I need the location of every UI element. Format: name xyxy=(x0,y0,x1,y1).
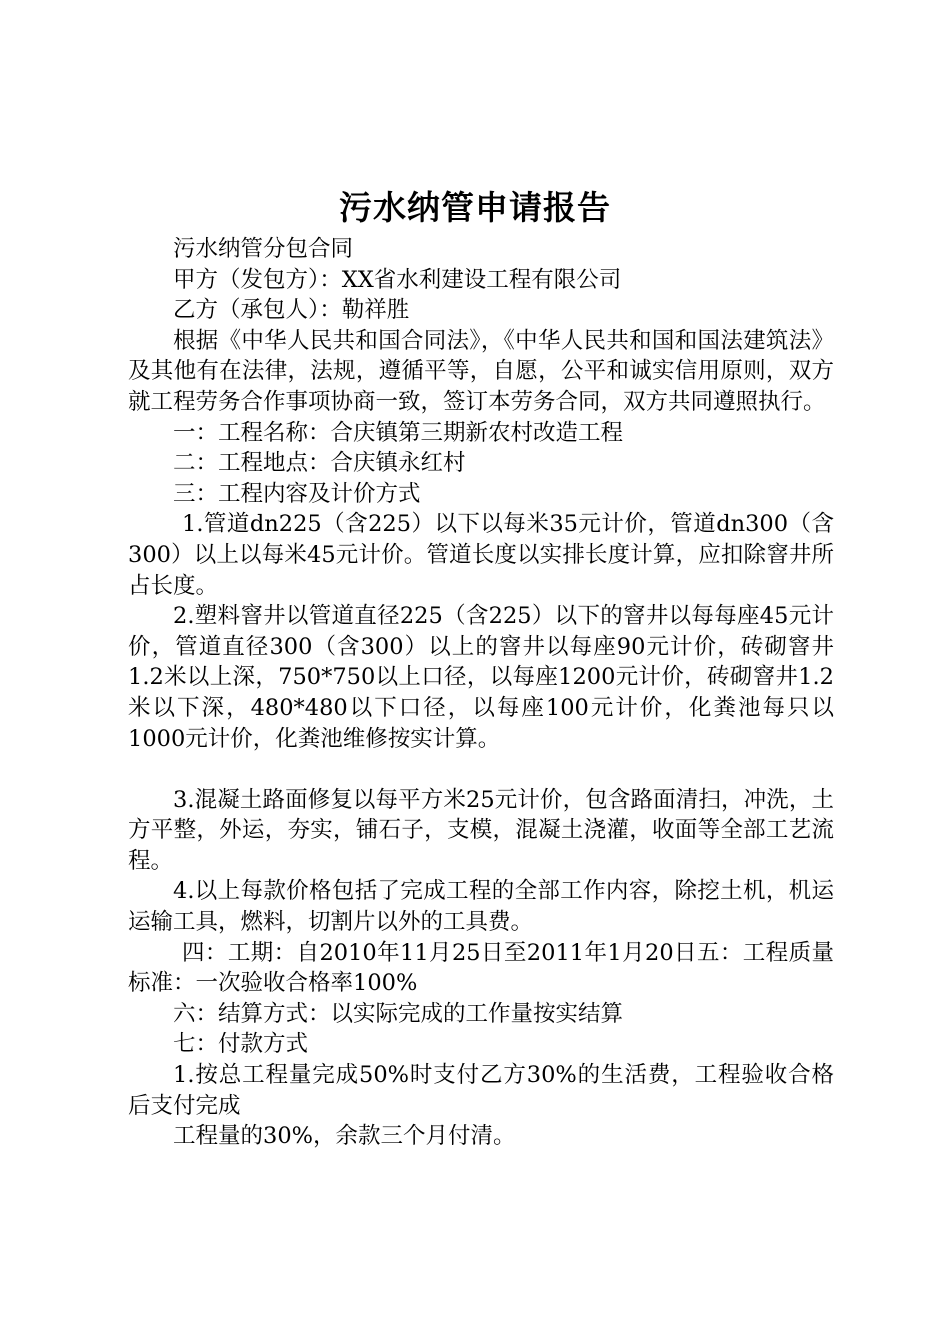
paragraph-content-heading: 三：工程内容及计价方式 xyxy=(173,480,421,507)
paragraph-preamble: 根据《中华人民共和国合同法》，《中华人民共和国和国法建筑法》及其他有在法律，法规，遵循平等，自愿，公平和诚实信用原则，双方就工程劳务合作事项协商一致，签订本劳务合同，双方共同遵照执行。 xyxy=(128,327,834,415)
paragraph-payment-2: 工程量的30%，余款三个月付清。 xyxy=(173,1123,516,1150)
paragraph-payment-1: 1.按总工程量完成50%时支付乙方30%的生活费，工程验收合格后支付完成 xyxy=(128,1062,834,1119)
paragraph-settlement: 六：结算方式：以实际完成的工作量按实结算 xyxy=(173,1000,624,1027)
paragraph-payment-heading: 七：付款方式 xyxy=(173,1031,309,1058)
paragraph-item-1: 1.管道dn225（含225）以下以每米35元计价，管道dn300（含300）以上以每米45元计价。管道长度以实排长度计算，应扣除窨井所占长度。 xyxy=(128,511,834,599)
paragraph-item-3: 3.混凝土路面修复以每平方米25元计价，包含路面清扫，冲洗，土方平整，外运，夯实，铺石子，支模，混凝土浇灌，收面等全部工艺流程。 xyxy=(128,786,834,874)
paragraph-project-location: 二：工程地点：合庆镇永红村 xyxy=(173,450,466,477)
paragraph-party-a: 甲方（发包方）：XX省水利建设工程有限公司 xyxy=(173,266,622,293)
paragraph-contract-name: 污水纳管分包合同 xyxy=(173,236,354,262)
document-title: 污水纳管申请报告 xyxy=(339,188,611,227)
blank-line xyxy=(128,754,834,785)
paragraph-schedule-quality: 四：工期：自2010年11月25日至2011年1月20日五：工程质量标准：一次验收合格率100% xyxy=(128,939,834,997)
paragraph-party-b: 乙方（承包人）：勒祥胜 xyxy=(173,297,410,324)
document-body xyxy=(128,234,834,1152)
paragraph-project-name: 一：工程名称：合庆镇第三期新农村改造工程 xyxy=(173,419,624,446)
paragraph-item-4: 4.以上每款价格包括了完成工程的全部工作内容，除挖土机，机运运输工具，燃料，切割片以外的工具费。 xyxy=(128,878,834,936)
paragraph-item-2: 2.塑料窨井以管道直径225（含225）以下的窨井以每每座45元计价，管道直径300（含300）以上的窨井以每座90元计价，砖砌窨井1.2米以上深，750*750以上口径，以每座1200元计价，砖砌窨井1.2米以下深，480*480以下口径，以每座100元计价，化粪池每只以1000元计价，化粪池维修按实计算。 xyxy=(128,603,834,752)
